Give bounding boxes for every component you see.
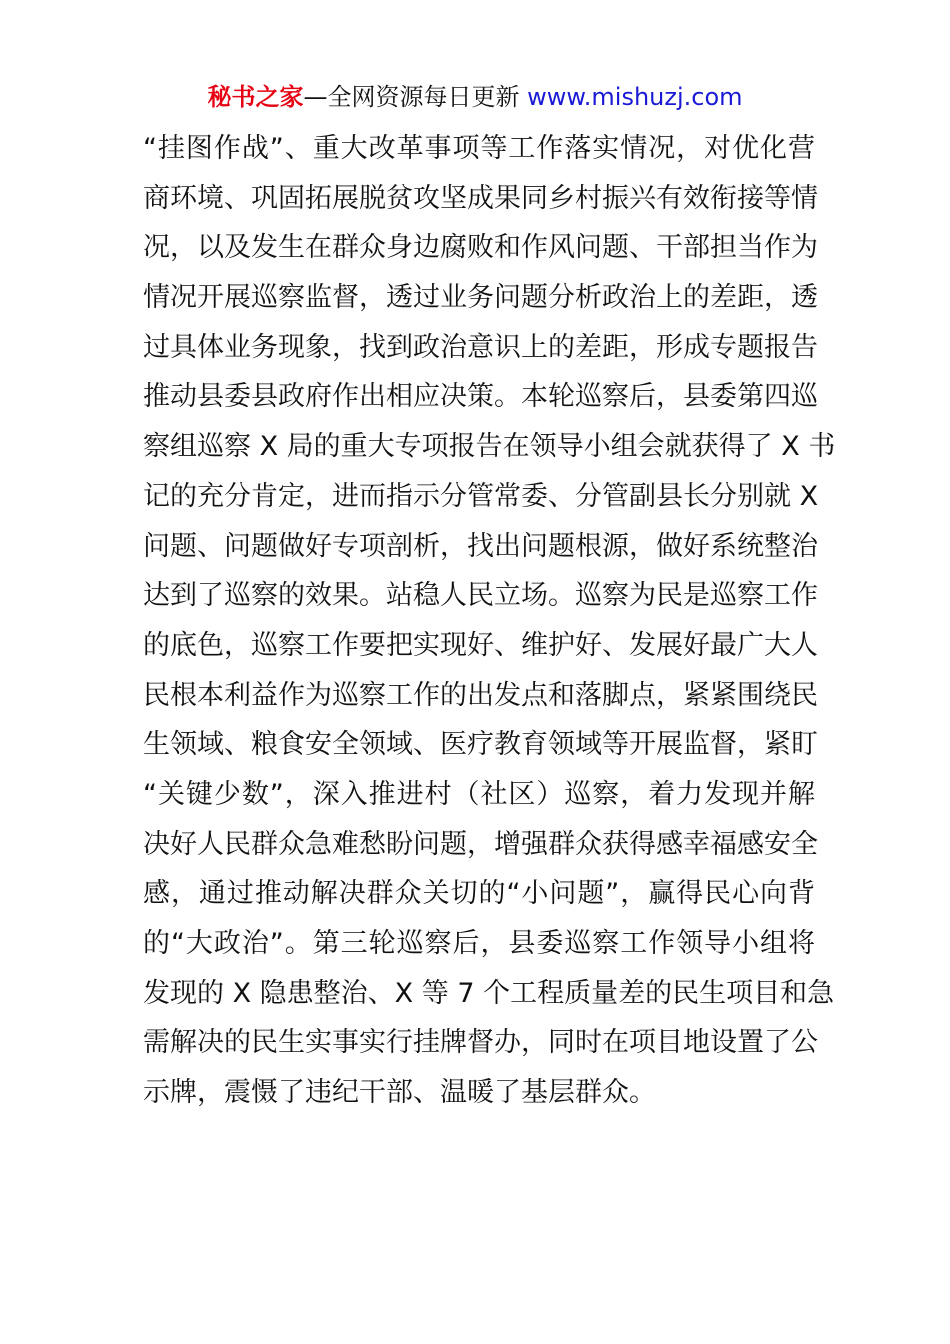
text-line: 的“大政治”。第三轮巡察后，县委巡察工作领导小组将 <box>143 928 815 959</box>
text-line: 需解决的民生实事实行挂牌督办，同时在项目地设置了公 <box>143 1027 818 1059</box>
text-line: 察组巡察 X 局的重大专项报告在领导小组会就获得了 X 书 <box>143 431 836 463</box>
text-line: 商环境、巩固拓展脱贫攻坚成果同乡村振兴有效衔接等情 <box>143 182 818 214</box>
text-line: “挂图作战”、重大改革事项等工作落实情况，对优化营 <box>143 133 815 164</box>
text-line: 记的充分肯定，进而指示分管常委、分管副县长分别就 X <box>143 480 819 512</box>
text-line: 推动县委县政府作出相应决策。本轮巡察后，县委第四巡 <box>143 381 818 413</box>
text-line: “关键少数”，深入推进村（社区）巡察，着力发现并解 <box>143 778 815 810</box>
text-line: 情况开展巡察监督，透过业务问题分析政治上的差距，透 <box>143 282 818 314</box>
text-line: 决好人民群众急难愁盼问题，增强群众获得感幸福感安全 <box>143 828 818 860</box>
text-line: 达到了巡察的效果。站稳人民立场。巡察为民是巡察工作 <box>143 580 818 612</box>
site-header <box>0 80 950 114</box>
site-tagline: —全网资源每日更新 <box>303 83 528 111</box>
text-line: 生领域、粮食安全领域、医疗教育领域等开展监督，紧盯 <box>143 729 818 761</box>
text-line: 民根本利益作为巡察工作的出发点和落脚点，紧紧围绕民 <box>143 679 818 711</box>
text-line: 发现的 X 隐患整治、X 等 7 个工程质量差的民生项目和急 <box>143 977 835 1009</box>
text-line-last: 示牌，震慑了违纪干部、温暖了基层群众。 <box>143 1077 656 1109</box>
text-line: 问题、问题做好专项剖析，找出问题根源，做好系统整治 <box>143 530 818 562</box>
document-body <box>143 124 836 1118</box>
text-line: 感，通过推动解决群众关切的“小问题”，赢得民心向背 <box>143 878 815 910</box>
text-line: 过具体业务现象，找到政治意识上的差距，形成专题报告 <box>143 331 818 363</box>
site-brand: 秘书之家 <box>207 83 304 111</box>
site-url[interactable]: www.mishuzj.com <box>527 83 743 111</box>
text-line: 的底色，巡察工作要把实现好、维护好、发展好最广大人 <box>143 629 818 661</box>
text-line: 况，以及发生在群众身边腐败和作风问题、干部担当作为 <box>143 232 818 264</box>
